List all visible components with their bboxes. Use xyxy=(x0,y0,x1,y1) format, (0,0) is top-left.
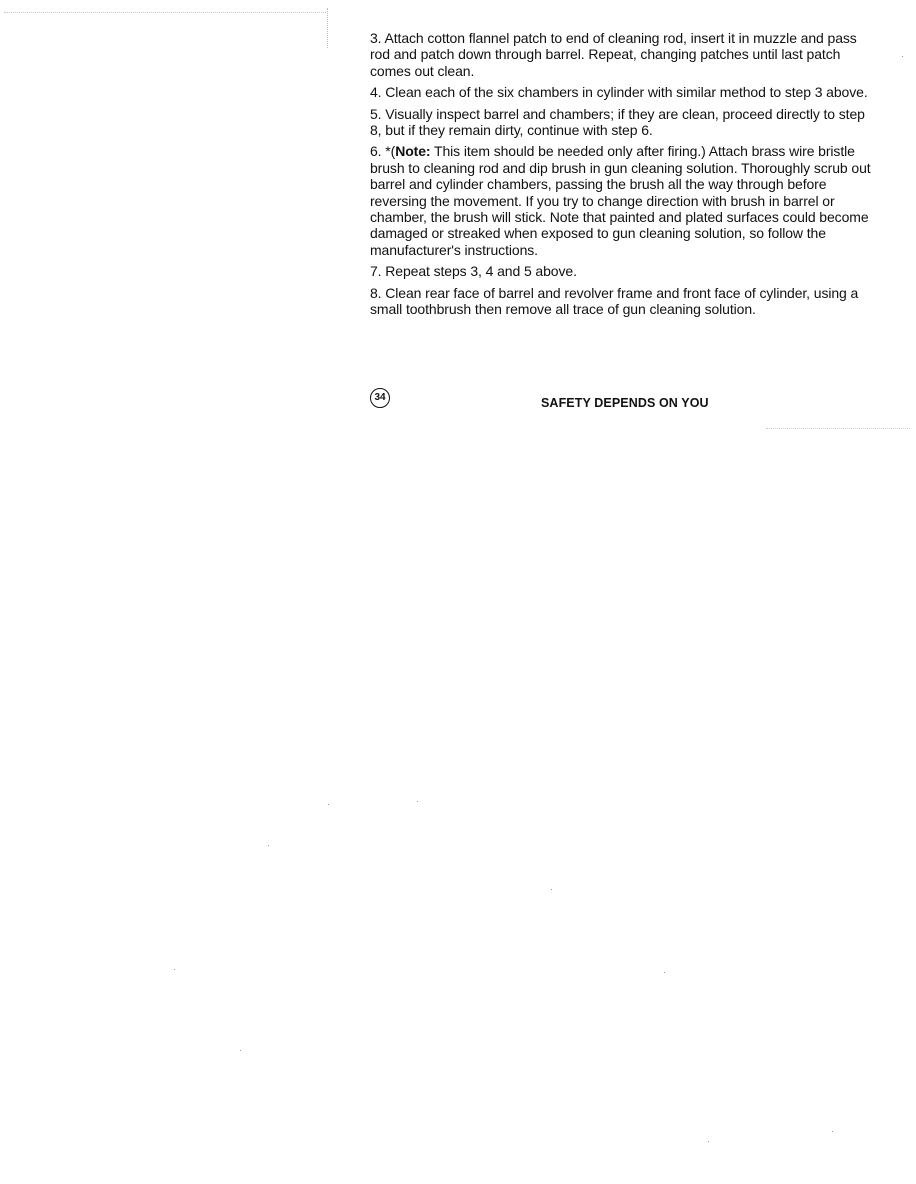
step-text: Visually inspect barrel and chambers; if they are clean, proceed directly to step 8, but if they remain dirty, continue with step 6. xyxy=(370,105,865,139)
scan-speck xyxy=(708,1141,709,1142)
scan-speck xyxy=(664,972,665,973)
footer-title: SAFETY DEPENDS ON YOU xyxy=(541,396,709,410)
step-number: 4. xyxy=(370,84,382,101)
step-text: Attach cotton flannel patch to end of cleaning rod, insert it in muzzle and pass rod and patch down through barrel. Repeat, changing patches until last patch comes out clean. xyxy=(370,30,857,79)
step-7 xyxy=(370,263,880,279)
step-number: 8. xyxy=(370,284,382,301)
step-text: Clean each of the six chambers in cylinder with similar method to step 3 above. xyxy=(385,84,868,101)
step-text: Clean rear face of barrel and revolver frame and front face of cylinder, using a small toothbrush then remove all trace of gun cleaning solution. xyxy=(370,284,859,318)
note-prefix: *( xyxy=(385,143,396,160)
step-4 xyxy=(370,84,880,100)
scan-speck xyxy=(328,804,329,805)
scan-speck xyxy=(268,845,269,846)
note-label: Note: xyxy=(395,143,431,160)
step-number: 7. xyxy=(370,263,382,280)
step-number: 3. xyxy=(370,30,382,46)
scan-artifact-line xyxy=(766,428,910,429)
scan-speck xyxy=(832,1131,833,1132)
scan-artifact-edge xyxy=(327,8,328,48)
step-text: This item should be needed only after firing.) Attach brass wire bristle brush to cleaning rod and dip brush in gun cleaning solution. Thoroughly scrub out barrel and cylinder chambers, passing the brush all the way through before reversing the movement. If you try to change direction with brush in barrel or chamber, the brush will stick. Note that painted and plated surfaces could become damaged or streaked when exposed to gun cleaning solution, so follow the manufacturer's instructions. xyxy=(370,143,871,258)
scan-speck xyxy=(240,1050,241,1051)
step-text: Repeat steps 3, 4 and 5 above. xyxy=(385,263,577,280)
scan-speck xyxy=(551,889,552,890)
scan-artifact-line xyxy=(4,12,326,13)
page-number-badge: 34 xyxy=(370,388,390,408)
step-5 xyxy=(370,106,880,139)
scan-speck xyxy=(174,969,175,970)
scan-speck xyxy=(902,56,903,57)
scan-speck xyxy=(417,801,418,802)
step-6 xyxy=(370,143,880,258)
page-footer xyxy=(370,386,770,414)
step-number: 5. xyxy=(370,105,382,122)
step-8 xyxy=(370,285,880,318)
cleaning-instructions xyxy=(370,30,880,323)
step-3 xyxy=(370,30,880,79)
step-number: 6. xyxy=(370,143,382,160)
